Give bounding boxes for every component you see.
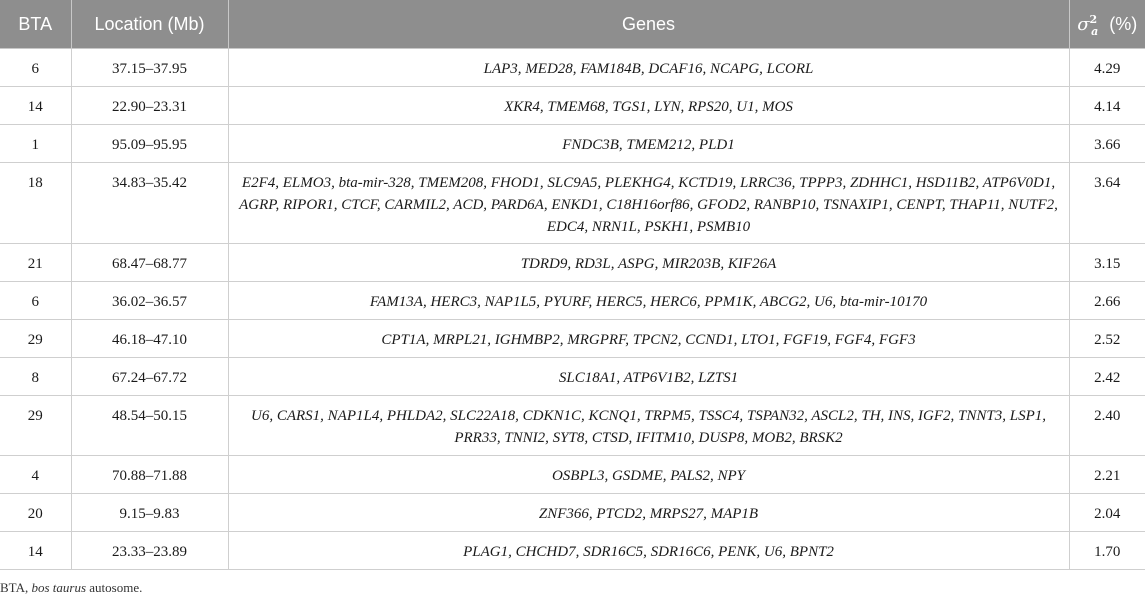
cell-genes: CPT1A, MRPL21, IGHMBP2, MRGPRF, TPCN2, CCND1, LTO1, FGF19, FGF4, FGF3 <box>228 320 1069 358</box>
cell-genes: U6, CARS1, NAP1L4, PHLDA2, SLC22A18, CDKN1C, KCNQ1, TRPM5, TSSC4, TSPAN32, ASCL2, TH, INS, IGF2, TNNT3, LSP1, PRR33, TNNI2, SYT8, CTSD, IFITM10, DUSP8, MOB2, BRSK2 <box>228 396 1069 456</box>
sigma-unit: (%) <box>1109 13 1138 34</box>
header-genes: Genes <box>228 0 1069 49</box>
cell-genes: XKR4, TMEM68, TGS1, LYN, RPS20, U1, MOS <box>228 87 1069 125</box>
cell-sigma: 4.14 <box>1069 87 1145 125</box>
footnote-suffix: autosome. <box>86 580 143 595</box>
cell-genes: E2F4, ELMO3, bta-mir-328, TMEM208, FHOD1, SLC9A5, PLEKHG4, KCTD19, LRRC36, TPPP3, ZDHHC1, HSD11B2, ATP6V0D1, AGRP, RIPOR1, CTCF, CARMIL2, ACD, PARD6A, ENKD1, C18H16orf86, GFOD2, RANBP10, TSNAXIP1, CENPT, THAP11, NUTF2, EDC4, NRN1L, PSKH1, PSMB10 <box>228 163 1069 244</box>
cell-sigma: 2.40 <box>1069 396 1145 456</box>
cell-location: 70.88–71.88 <box>71 456 228 494</box>
header-bta: BTA <box>0 0 71 49</box>
cell-location: 9.15–9.83 <box>71 494 228 532</box>
footnote-italic: bos taurus <box>31 580 87 595</box>
cell-sigma: 1.70 <box>1069 532 1145 570</box>
cell-genes: OSBPL3, GSDME, PALS2, NPY <box>228 456 1069 494</box>
cell-bta: 6 <box>0 49 71 87</box>
table-row <box>0 494 1145 532</box>
cell-sigma: 2.21 <box>1069 456 1145 494</box>
table-row <box>0 320 1145 358</box>
table-row <box>0 532 1145 570</box>
table-row <box>0 282 1145 320</box>
cell-location: 22.90–23.31 <box>71 87 228 125</box>
table-row <box>0 87 1145 125</box>
cell-location: 23.33–23.89 <box>71 532 228 570</box>
cell-location: 95.09–95.95 <box>71 125 228 163</box>
cell-bta: 4 <box>0 456 71 494</box>
sigma-superscript: 2 <box>1089 12 1098 26</box>
cell-location: 37.15–37.95 <box>71 49 228 87</box>
cell-bta: 14 <box>0 87 71 125</box>
cell-bta: 20 <box>0 494 71 532</box>
cell-bta: 21 <box>0 244 71 282</box>
cell-genes: LAP3, MED28, FAM184B, DCAF16, NCAPG, LCORL <box>228 49 1069 87</box>
cell-location: 46.18–47.10 <box>71 320 228 358</box>
cell-genes: TDRD9, RD3L, ASPG, MIR203B, KIF26A <box>228 244 1069 282</box>
cell-genes: SLC18A1, ATP6V1B2, LZTS1 <box>228 358 1069 396</box>
table-row <box>0 396 1145 456</box>
cell-genes: FNDC3B, TMEM212, PLD1 <box>228 125 1069 163</box>
cell-sigma: 3.15 <box>1069 244 1145 282</box>
cell-sigma: 2.52 <box>1069 320 1145 358</box>
cell-bta: 1 <box>0 125 71 163</box>
cell-sigma: 3.64 <box>1069 163 1145 244</box>
cell-sigma: 2.66 <box>1069 282 1145 320</box>
cell-sigma: 4.29 <box>1069 49 1145 87</box>
cell-location: 34.83–35.42 <box>71 163 228 244</box>
cell-genes: PLAG1, CHCHD7, SDR16C5, SDR16C6, PENK, U6, BPNT2 <box>228 532 1069 570</box>
cell-genes: FAM13A, HERC3, NAP1L5, PYURF, HERC5, HERC6, PPM1K, ABCG2, U6, bta-mir-10170 <box>228 282 1069 320</box>
sigma-symbol <box>1077 12 1104 38</box>
cell-bta: 29 <box>0 320 71 358</box>
cell-bta: 29 <box>0 396 71 456</box>
cell-bta: 14 <box>0 532 71 570</box>
cell-bta: 18 <box>0 163 71 244</box>
table-row <box>0 244 1145 282</box>
cell-sigma: 3.66 <box>1069 125 1145 163</box>
cell-location: 36.02–36.57 <box>71 282 228 320</box>
header-sigma <box>1069 0 1145 49</box>
header-location: Location (Mb) <box>71 0 228 49</box>
cell-sigma: 2.04 <box>1069 494 1145 532</box>
sigma-letter: σ <box>1077 13 1090 35</box>
footnote-prefix: BTA, <box>0 580 32 595</box>
cell-bta: 8 <box>0 358 71 396</box>
table-row <box>0 358 1145 396</box>
cell-genes: ZNF366, PTCD2, MRPS27, MAP1B <box>228 494 1069 532</box>
cell-bta: 6 <box>0 282 71 320</box>
cell-location: 68.47–68.77 <box>71 244 228 282</box>
cell-sigma: 2.42 <box>1069 358 1145 396</box>
table-row <box>0 49 1145 87</box>
cell-location: 67.24–67.72 <box>71 358 228 396</box>
cell-location: 48.54–50.15 <box>71 396 228 456</box>
header-row <box>0 0 1145 49</box>
sigma-subscript: a <box>1091 24 1099 38</box>
table-row <box>0 456 1145 494</box>
table-row <box>0 125 1145 163</box>
table-row <box>0 163 1145 244</box>
